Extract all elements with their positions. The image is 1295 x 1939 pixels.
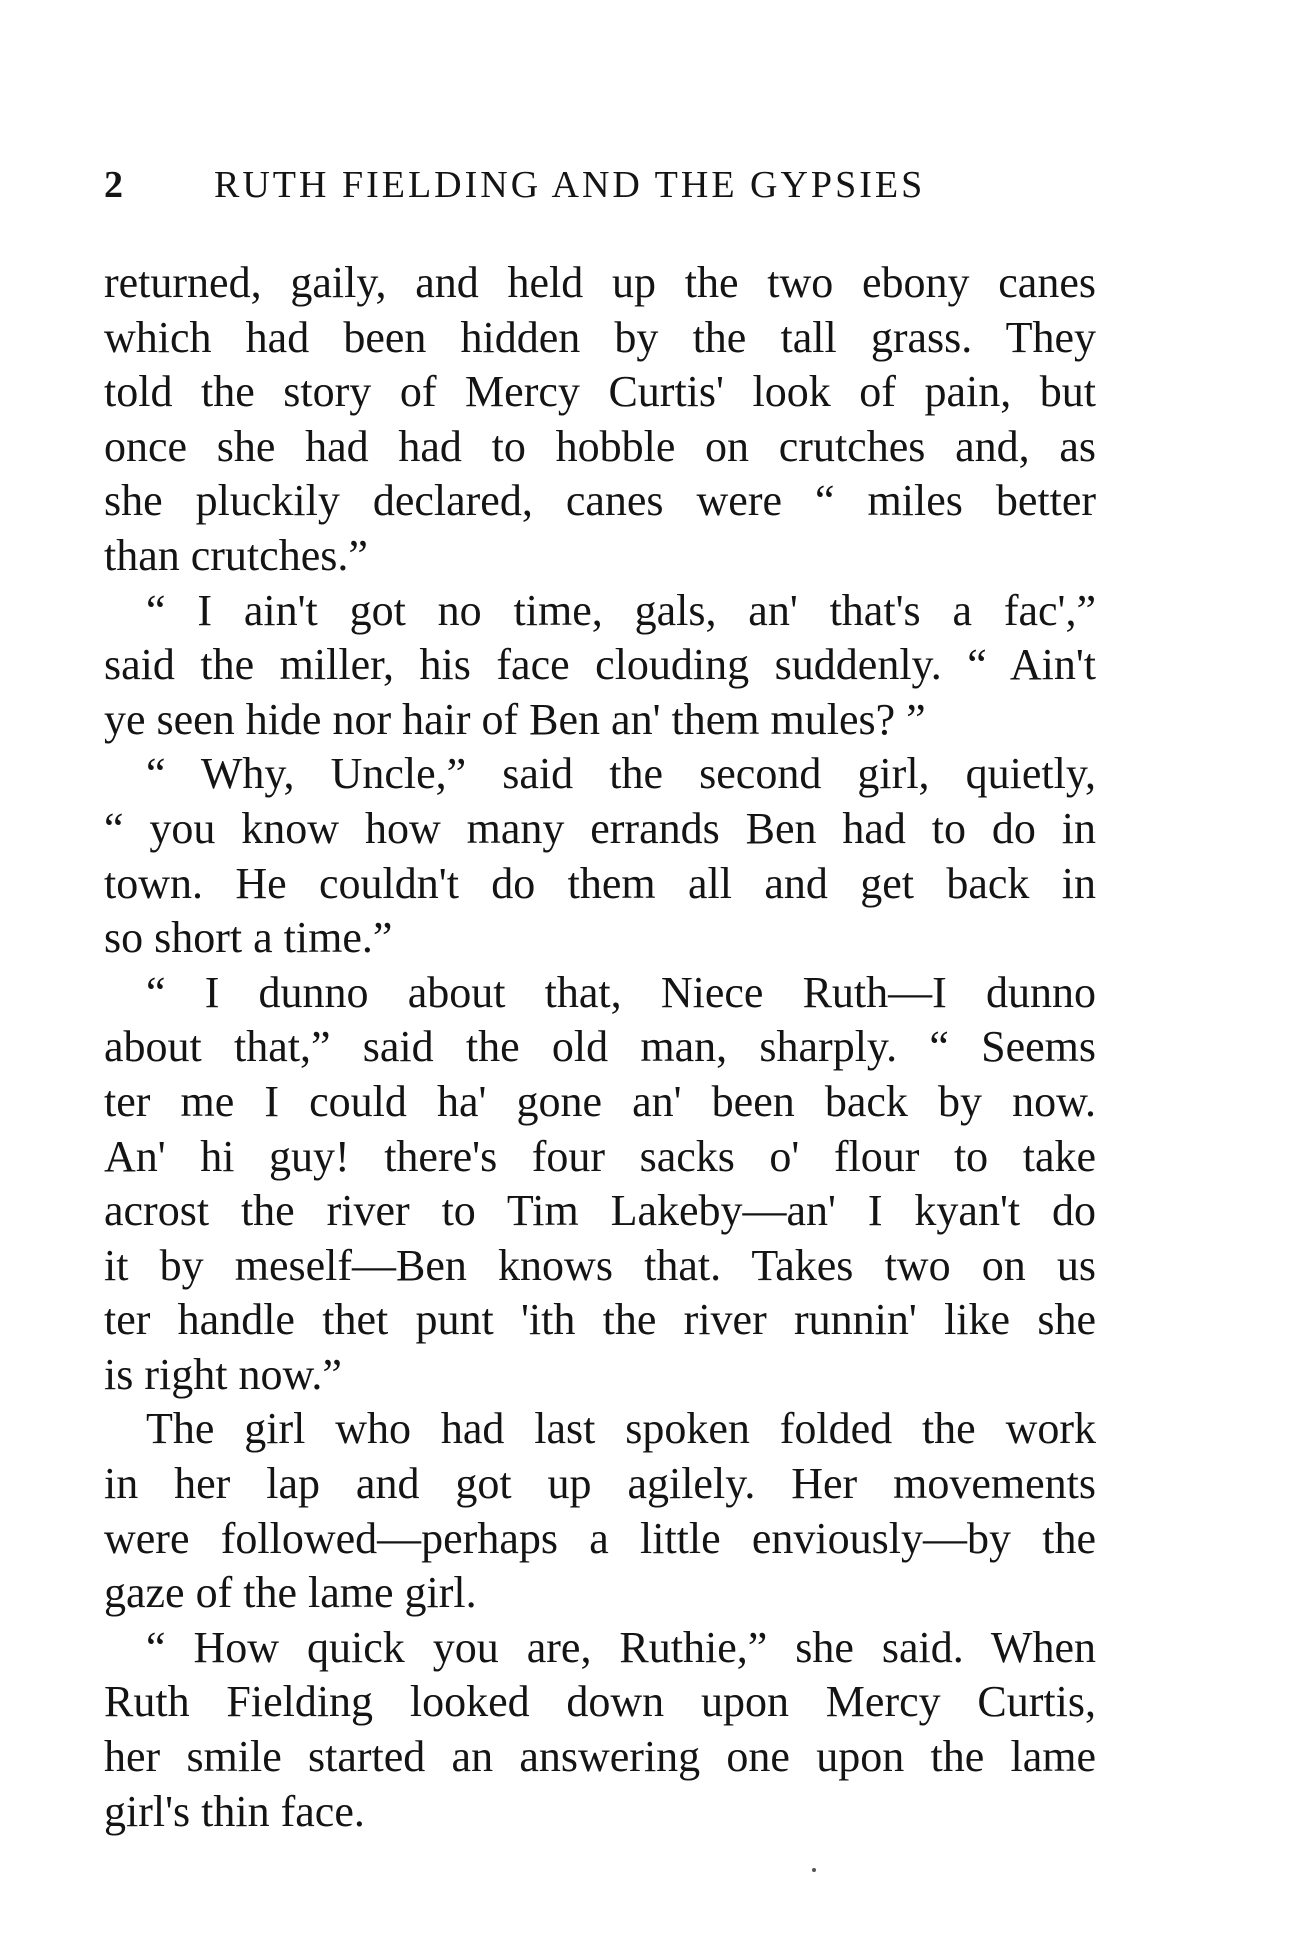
text-line: said the miller, his face clouding suddenly. “ Ain't bbox=[104, 640, 1096, 690]
text-line: “ I dunno about that, Niece Ruth—I dunno bbox=[146, 967, 1096, 1017]
text-line: told the story of Mercy Curtis' look of pain, but bbox=[104, 367, 1096, 417]
text-line: The girl who had last spoken folded the work bbox=[146, 1404, 1096, 1454]
text-line: An' hi guy! there's four sacks o' flour to take bbox=[104, 1131, 1096, 1181]
text-line: than crutches.” bbox=[104, 530, 368, 580]
text-line: “ you know how many errands Ben had to do in bbox=[104, 803, 1096, 853]
text-line: ye seen hide nor hair of Ben an' them mules? ” bbox=[104, 694, 926, 744]
text-line: in her lap and got up agilely. Her movements bbox=[104, 1459, 1096, 1509]
text-line: which had been hidden by the tall grass. They bbox=[104, 312, 1096, 362]
print-speck bbox=[812, 1868, 816, 1872]
paragraph-3 bbox=[104, 747, 1096, 965]
text-line: it by meself—Ben knows that. Takes two on us bbox=[104, 1240, 1096, 1290]
text-line: “ I ain't got no time, gals, an' that's a fac',” bbox=[146, 585, 1096, 635]
text-line: her smile started an answering one upon the lame bbox=[104, 1732, 1096, 1782]
body-text bbox=[104, 256, 1096, 1839]
text-line: girl's thin face. bbox=[104, 1786, 365, 1836]
paragraph-4 bbox=[104, 966, 1096, 1403]
text-line: about that,” said the old man, sharply. “ Seems bbox=[104, 1022, 1096, 1072]
text-line: is right now.” bbox=[104, 1349, 342, 1399]
book-title: RUTH FIELDING AND THE GYPSIES bbox=[214, 164, 926, 206]
text-line: town. He couldn't do them all and get back in bbox=[104, 858, 1096, 908]
text-line: so short a time.” bbox=[104, 913, 393, 963]
text-line: were followed—perhaps a little enviously—by the bbox=[104, 1513, 1096, 1563]
text-line: ter handle thet punt 'ith the river runnin' like she bbox=[104, 1295, 1096, 1345]
paragraph-1 bbox=[104, 256, 1096, 584]
page-number: 2 bbox=[104, 164, 126, 206]
text-line: acrost the river to Tim Lakeby—an' I kyan't do bbox=[104, 1186, 1096, 1236]
text-line: gaze of the lame girl. bbox=[104, 1568, 477, 1618]
paragraph-5 bbox=[104, 1402, 1096, 1620]
text-line: returned, gaily, and held up the two ebony canes bbox=[104, 258, 1096, 307]
text-line: “ Why, Uncle,” said the second girl, quietly, bbox=[146, 749, 1096, 799]
text-line: ter me I could ha' gone an' been back by now. bbox=[104, 1076, 1096, 1126]
text-line: she pluckily declared, canes were “ miles better bbox=[104, 476, 1096, 526]
text-line: Ruth Fielding looked down upon Mercy Curtis, bbox=[104, 1677, 1096, 1727]
text-line: once she had had to hobble on crutches and, as bbox=[104, 421, 1096, 471]
running-head bbox=[104, 160, 1104, 210]
paragraph-2 bbox=[104, 584, 1096, 748]
paragraph-6 bbox=[104, 1621, 1096, 1839]
text-line: “ How quick you are, Ruthie,” she said. When bbox=[146, 1622, 1096, 1672]
